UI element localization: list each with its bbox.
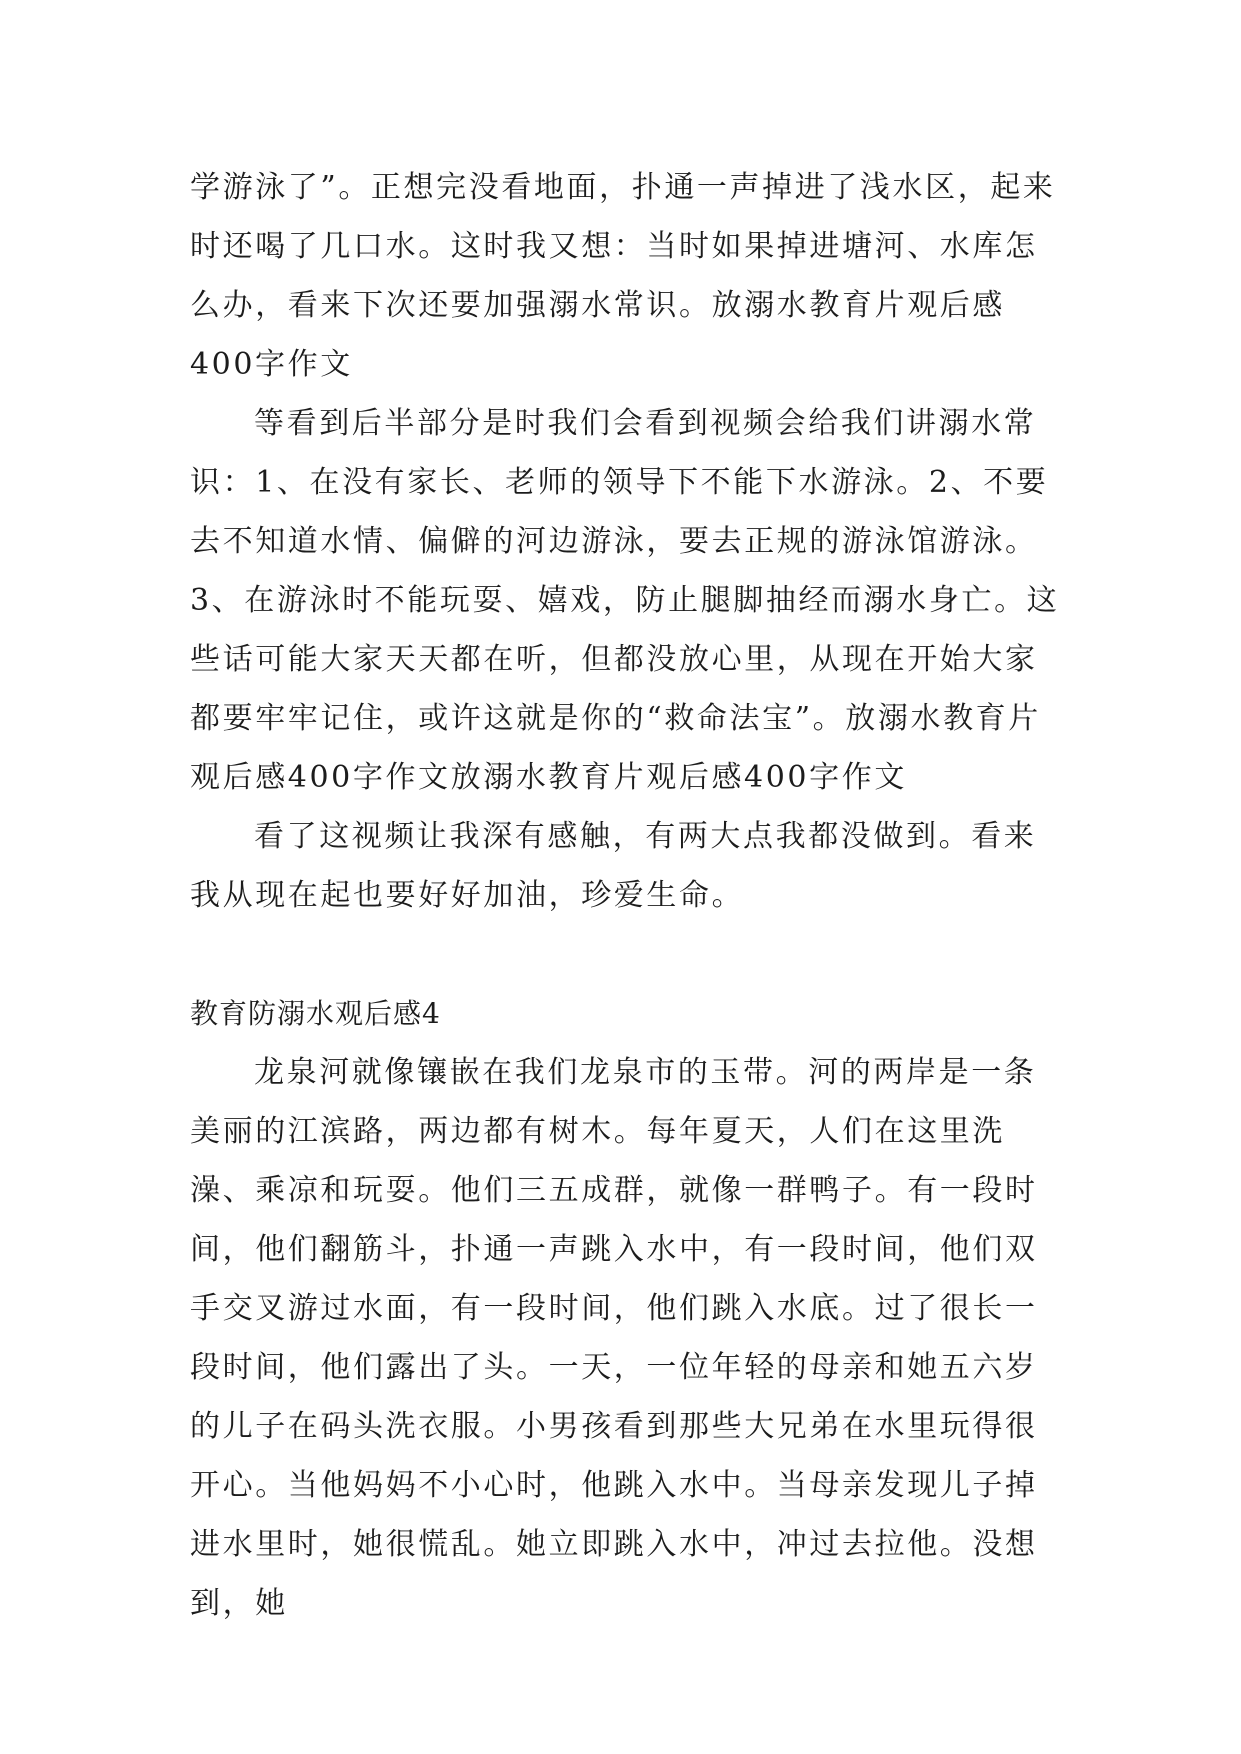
section-gap xyxy=(190,925,1060,984)
paragraph-4: 龙泉河就像镶嵌在我们龙泉市的玉带。河的两岸是一条美丽的江滨路，两边都有树木。每年夏天，人们在这里洗澡、乘凉和玩耍。他们三五成群，就像一群鸭子。有一段时间，他们翻筋斗，扑通一声跳入水中，有一段时间，他们双手交叉游过水面，有一段时间，他们跳入水底。过了很长一段时间，他们露出了头。一天，一位年轻的母亲和她五六岁的儿子在码头洗衣服。小男孩看到那些大兄弟在水里玩得很开心。当他妈妈不小心时，他跳入水中。当母亲发现儿子掉进水里时，她很慌乱。她立即跳入水中，冲过去拉他。没想到，她 xyxy=(190,1055,1038,1621)
paragraph-3: 看了这视频让我深有感触，有两大点我都没做到。看来我从现在起也要好好加油，珍爱生命。 xyxy=(190,819,1037,913)
paragraph-2: 等看到后半部分是时我们会看到视频会给我们讲溺水常识：1、在没有家长、老师的领导下不能下水游泳。2、不要去不知道水情、偏僻的河边游泳，要去正规的游泳馆游泳。3、在游泳时不能玩耍、嬉戏，防止腿脚抽经而溺水身亡。这些话可能大家天天都在听，但都没放心里，从现在开始大家都要牢牢记住，或许这就是你的“救命法宝”。放溺水教育片观后感400字作文放溺水教育片观后感400字作文 xyxy=(190,406,1060,795)
section-heading: 教育防溺水观后感4 xyxy=(190,997,441,1030)
document-body xyxy=(190,158,1060,1633)
paragraph-1: 学游泳了”。正想完没看地面，扑通一声掉进了浅水区，起来时还喝了几口水。这时我又想：当时如果掉进塘河、水库怎么办，看来下次还要加强溺水常识。放溺水教育片观后感400字作文 xyxy=(190,170,1056,382)
